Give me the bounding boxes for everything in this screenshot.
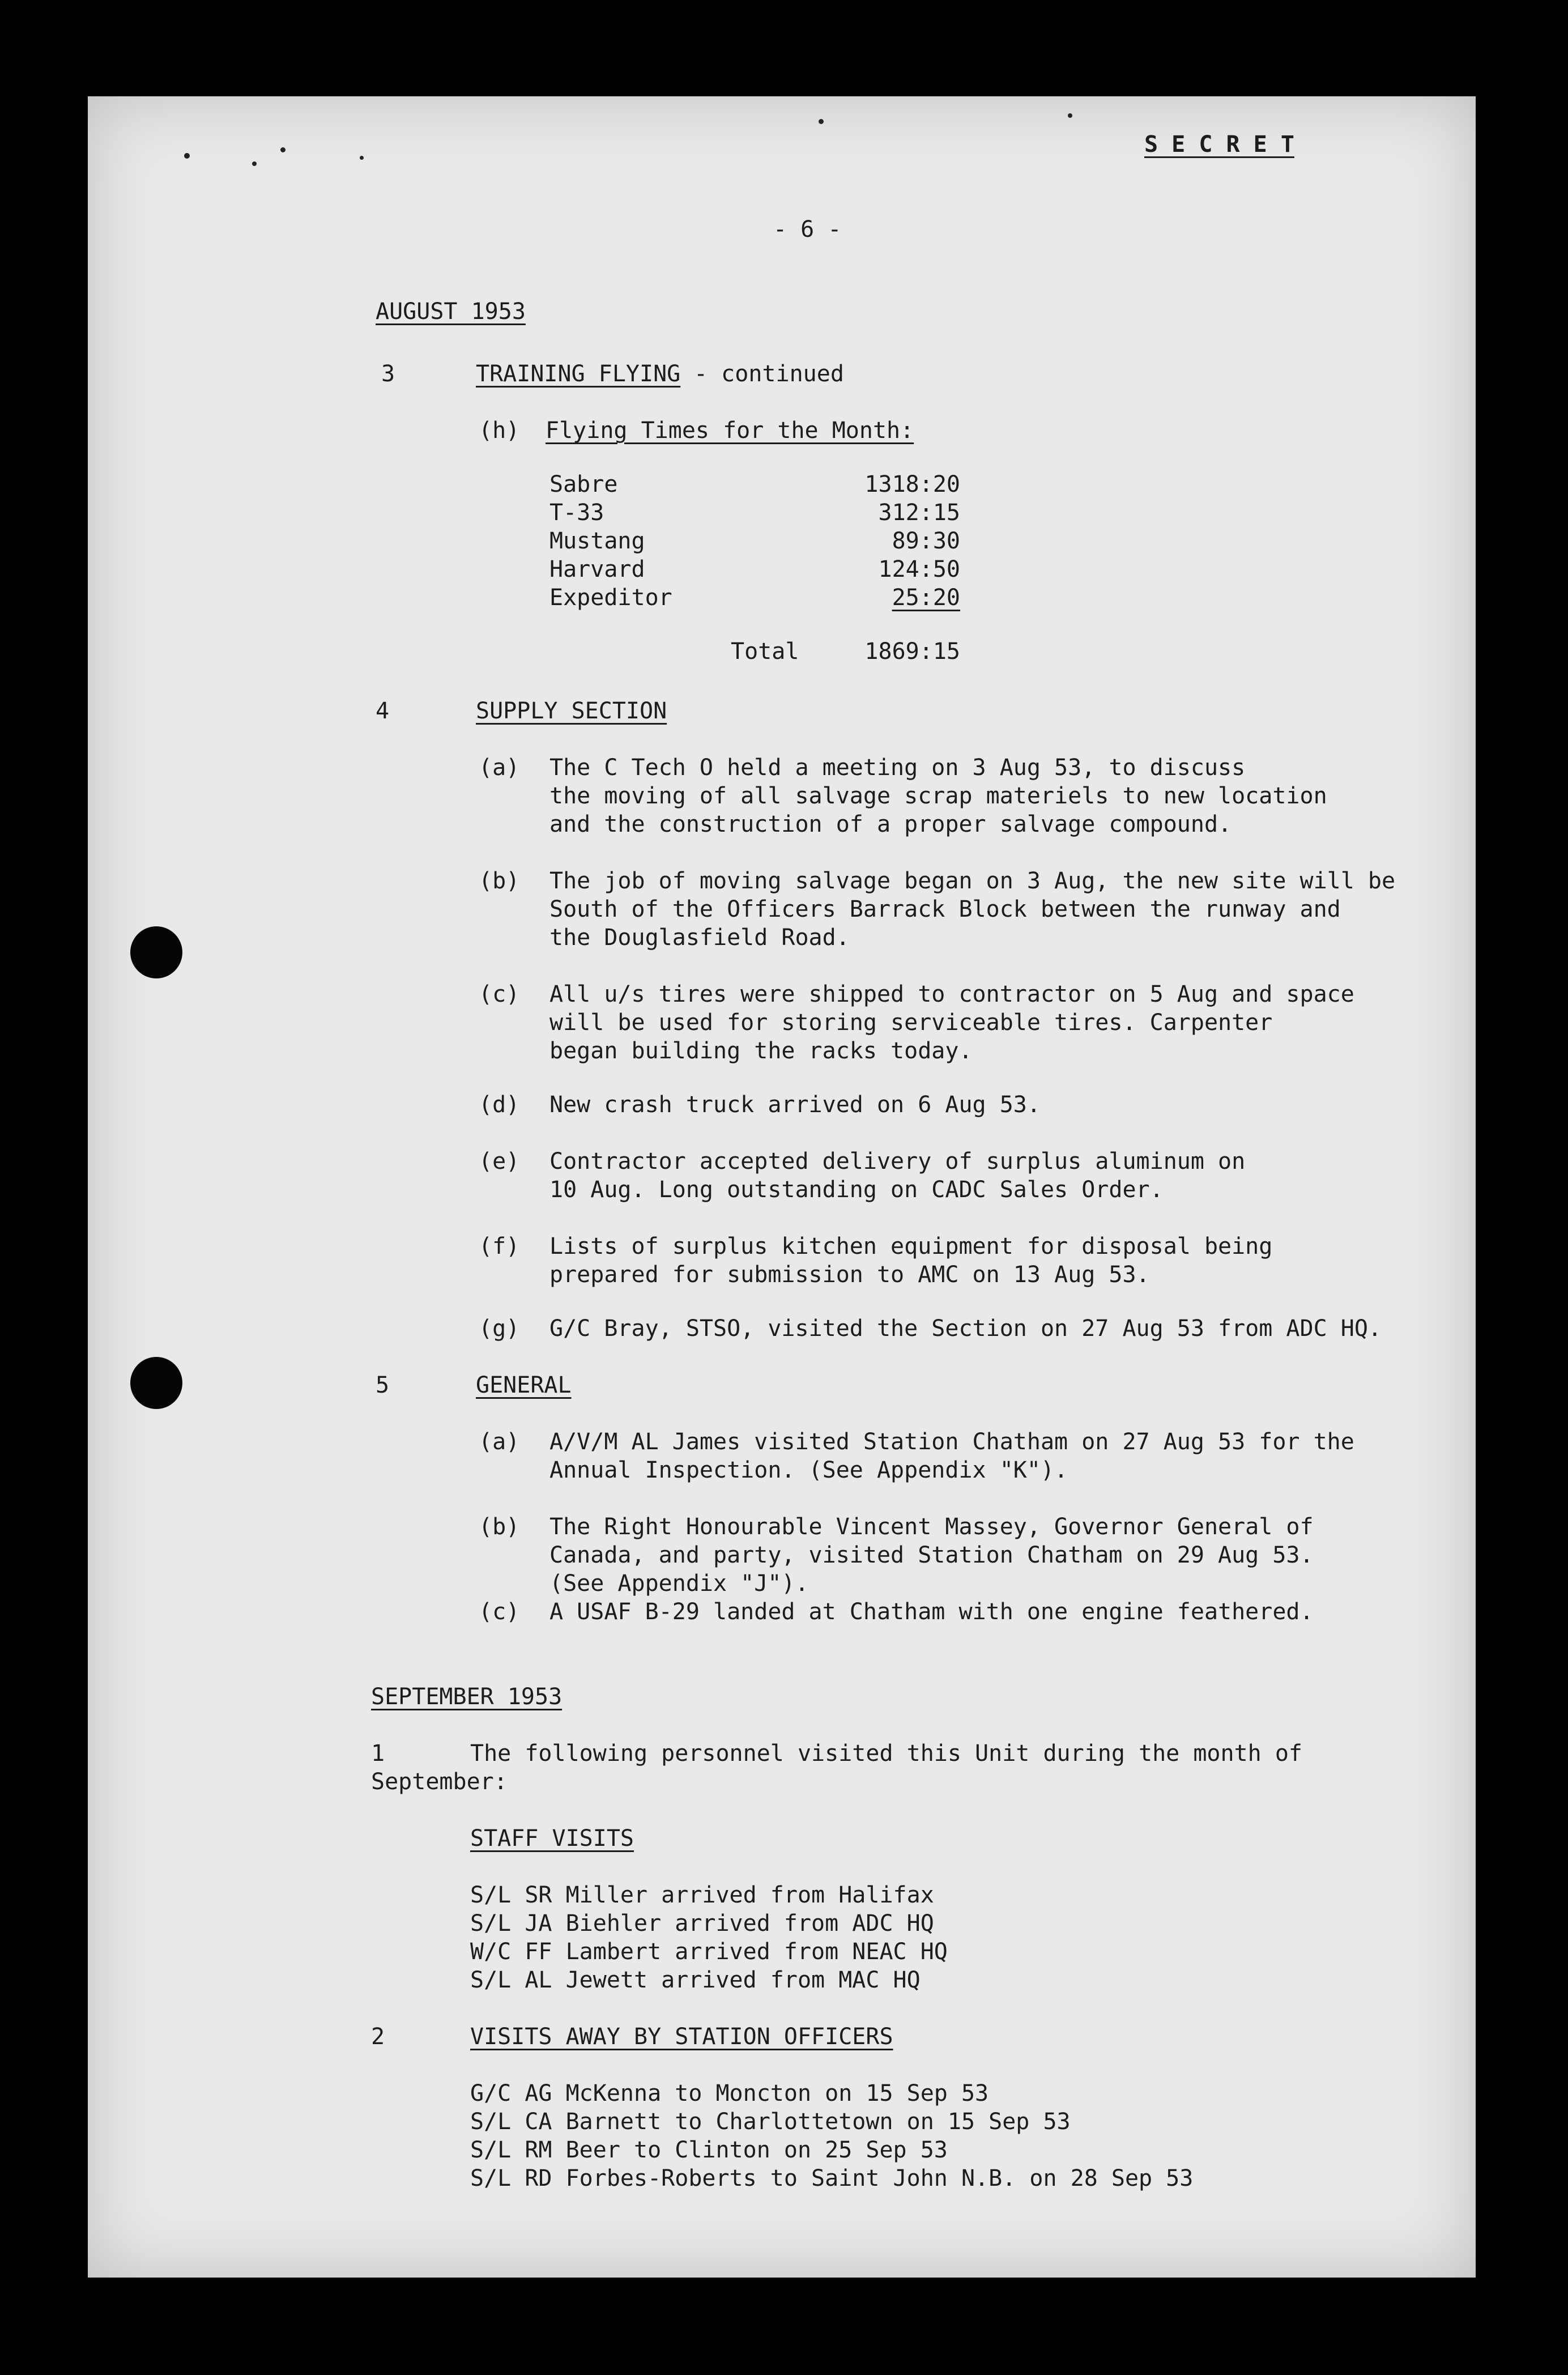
flying-time: 25:20 bbox=[892, 585, 960, 611]
para-line: Annual Inspection. (See Appendix "K"). bbox=[549, 1457, 1068, 1483]
item-4-title: SUPPLY SECTION bbox=[476, 698, 667, 724]
flying-total-label: Total bbox=[731, 639, 799, 665]
para-label: (e) bbox=[479, 1148, 520, 1174]
punch-hole-bottom bbox=[130, 1357, 182, 1409]
sep-item-2-number: 2 bbox=[371, 2024, 385, 2050]
para-line: The C Tech O held a meeting on 3 Aug 53, to discuss bbox=[549, 755, 1246, 781]
para-line: South of the Officers Barrack Block between the runway and bbox=[549, 896, 1341, 922]
para-line: Canada, and party, visited Station Chatham on 29 Aug 53. bbox=[549, 1542, 1314, 1568]
ink-speck bbox=[184, 153, 190, 159]
item-3-h-label: (h) bbox=[479, 418, 520, 444]
para-line: New crash truck arrived on 6 Aug 53. bbox=[549, 1092, 1041, 1118]
staff-visit-line: W/C FF Lambert arrived from NEAC HQ bbox=[470, 1939, 948, 1965]
para-line: The job of moving salvage began on 3 Aug, the new site will be bbox=[549, 868, 1396, 894]
para-line: the Douglasfield Road. bbox=[549, 925, 850, 951]
para-line: A/V/M AL James visited Station Chatham on 27 Aug 53 for the bbox=[549, 1429, 1354, 1455]
flying-time: 124:50 bbox=[878, 556, 960, 582]
punch-hole-top bbox=[130, 926, 182, 978]
para-line: Lists of surplus kitchen equipment for disposal being bbox=[549, 1233, 1273, 1259]
staff-visit-line: S/L SR Miller arrived from Halifax bbox=[470, 1882, 934, 1908]
para-label: (d) bbox=[479, 1092, 520, 1118]
para-line: All u/s tires were shipped to contractor on 5 Aug and space bbox=[549, 981, 1354, 1007]
para-label: (b) bbox=[479, 1514, 520, 1540]
para-line: and the construction of a proper salvage compound. bbox=[549, 811, 1232, 837]
ink-speck bbox=[252, 161, 257, 166]
para-line: G/C Bray, STSO, visited the Section on 27 Aug 53 from ADC HQ. bbox=[549, 1316, 1382, 1342]
staff-visits-title: STAFF VISITS bbox=[470, 1825, 634, 1852]
document-page bbox=[88, 96, 1476, 2278]
para-line: began building the racks today. bbox=[549, 1038, 973, 1064]
flying-aircraft: Mustang bbox=[549, 528, 645, 554]
para-line: (See Appendix "J"). bbox=[549, 1570, 809, 1597]
away-visit-line: S/L RD Forbes-Roberts to Saint John N.B. on 28 Sep 53 bbox=[470, 2165, 1194, 2191]
para-label: (g) bbox=[479, 1316, 520, 1342]
para-line: prepared for submission to AMC on 13 Aug 53. bbox=[549, 1262, 1150, 1288]
classification-mark: S E C R E T bbox=[1144, 131, 1294, 158]
sep-item-2-title: VISITS AWAY BY STATION OFFICERS bbox=[470, 2024, 893, 2050]
sep-item-1-line2: September: bbox=[371, 1769, 508, 1795]
para-label: (b) bbox=[479, 868, 520, 894]
ink-speck bbox=[819, 119, 824, 124]
away-visit-line: S/L RM Beer to Clinton on 25 Sep 53 bbox=[470, 2137, 948, 2163]
item-3-title-suffix: - continued bbox=[694, 361, 844, 387]
sep-item-1-number: 1 bbox=[371, 1740, 385, 1767]
flying-aircraft: Expeditor bbox=[549, 585, 672, 611]
item-5-number: 5 bbox=[376, 1372, 390, 1398]
para-line: the moving of all salvage scrap materiels to new location bbox=[549, 783, 1327, 809]
september-heading: SEPTEMBER 1953 bbox=[371, 1684, 563, 1710]
flying-time: 312:15 bbox=[878, 500, 960, 526]
ink-speck bbox=[1068, 113, 1072, 118]
away-visit-line: G/C AG McKenna to Moncton on 15 Sep 53 bbox=[470, 2080, 989, 2106]
ink-speck bbox=[360, 156, 364, 160]
para-line: Contractor accepted delivery of surplus aluminum on bbox=[549, 1148, 1246, 1174]
flying-total-value: 1869:15 bbox=[864, 639, 960, 665]
para-label: (f) bbox=[479, 1233, 520, 1259]
para-label: (a) bbox=[479, 755, 520, 781]
para-label: (c) bbox=[479, 1599, 520, 1625]
para-line: A USAF B-29 landed at Chatham with one engine feathered. bbox=[549, 1599, 1314, 1625]
item-3-h-title: Flying Times for the Month: bbox=[546, 418, 914, 444]
flying-time: 1318:20 bbox=[864, 471, 960, 497]
para-line: The Right Honourable Vincent Massey, Governor General of bbox=[549, 1514, 1314, 1540]
flying-time: 89:30 bbox=[892, 528, 960, 554]
page-number: - 6 - bbox=[773, 216, 842, 242]
flying-aircraft: T-33 bbox=[549, 500, 604, 526]
item-4-number: 4 bbox=[376, 698, 390, 724]
flying-aircraft: Sabre bbox=[549, 471, 618, 497]
staff-visit-line: S/L AL Jewett arrived from MAC HQ bbox=[470, 1967, 921, 1993]
staff-visit-line: S/L JA Biehler arrived from ADC HQ bbox=[470, 1910, 934, 1936]
sep-item-1-line1: The following personnel visited this Unit during the month of bbox=[470, 1740, 1303, 1767]
para-line: will be used for storing serviceable tires. Carpenter bbox=[549, 1010, 1273, 1036]
august-heading: AUGUST 1953 bbox=[376, 299, 526, 325]
ink-speck bbox=[280, 147, 286, 152]
away-visit-line: S/L CA Barnett to Charlottetown on 15 Sep 53 bbox=[470, 2109, 1071, 2135]
item-5-title: GENERAL bbox=[476, 1372, 572, 1398]
para-label: (c) bbox=[479, 981, 520, 1007]
para-label: (a) bbox=[479, 1429, 520, 1455]
para-line: 10 Aug. Long outstanding on CADC Sales Order. bbox=[549, 1177, 1164, 1203]
item-3-number: 3 bbox=[381, 361, 395, 387]
item-3-title: TRAINING FLYING bbox=[476, 361, 681, 387]
flying-aircraft: Harvard bbox=[549, 556, 645, 582]
